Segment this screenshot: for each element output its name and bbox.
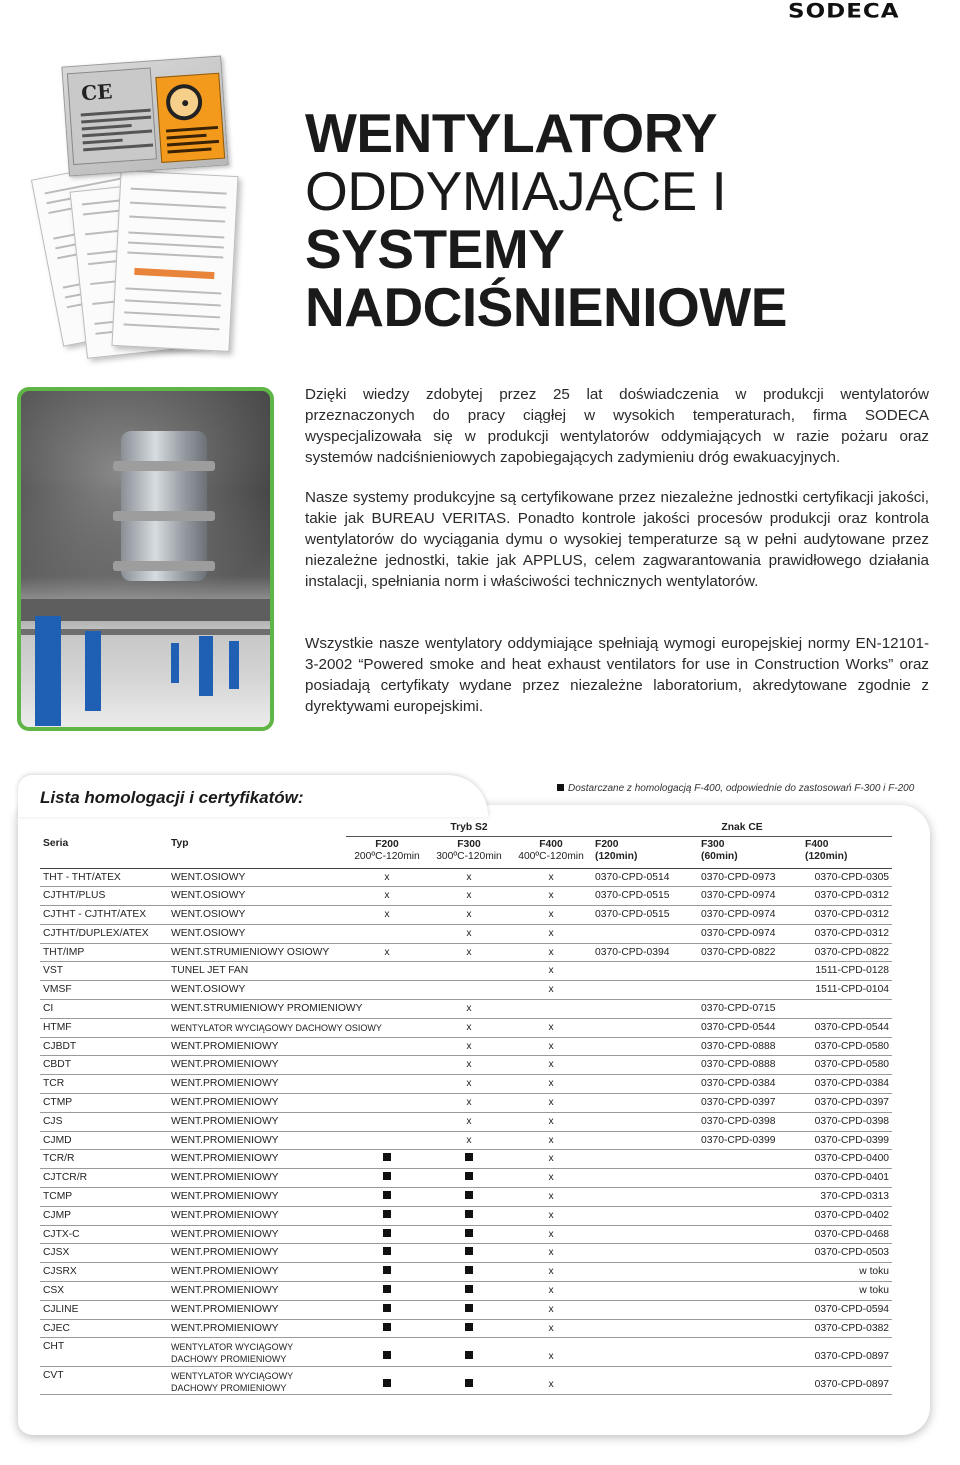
cell-seria: CJLINE [40,1300,168,1319]
header-typ: Typ [168,836,346,868]
cell-typ: WENT.PROMIENIOWY [168,1188,346,1207]
cell-typ: WENT.STRUMIENIOWY PROMIENIOWY [168,1000,346,1019]
cell-f400 [510,1000,592,1019]
cell-f200 [346,1282,428,1301]
homologation-square-icon [383,1153,391,1161]
homologation-square-icon [465,1210,473,1218]
cell-f200: x [346,906,428,925]
table-row [40,1056,892,1075]
cell-f400: x [510,1037,592,1056]
cell-ce-f200 [592,1131,698,1150]
cell-f200 [346,1094,428,1113]
cell-ce-f300 [698,1338,802,1367]
cell-f300: x [428,887,510,906]
certificate-document [111,170,238,352]
cell-f300: x [428,1094,510,1113]
cell-typ: WENT.PROMIENIOWY [168,1056,346,1075]
cell-ce-f200 [592,1056,698,1075]
list-title: Lista homologacji i certyfikatów: [40,788,304,807]
cell-ce-f300: 0370-CPD-0544 [698,1018,802,1037]
cell-seria: CJTHT - CJTHT/ATEX [40,906,168,925]
smoke-fan-duct [121,431,207,581]
table-row [40,1282,892,1301]
table-body [40,868,892,1395]
cell-f300: x [428,1056,510,1075]
cell-ce-f200 [592,1282,698,1301]
cell-ce-f400: 0370-CPD-0401 [802,1169,892,1188]
cell-typ: WENTYLATOR WYCIĄGOWY DACHOWY PROMIENIOWY [168,1366,346,1395]
cell-ce-f200 [592,1037,698,1056]
cell-ce-f300 [698,1150,802,1169]
cell-f300 [428,1366,510,1395]
cell-ce-f400: 0370-CPD-0312 [802,887,892,906]
cell-seria: CJMP [40,1206,168,1225]
homologation-square-icon [465,1285,473,1293]
cell-ce-f300 [698,1206,802,1225]
group-header-tryb: Tryb S2 [346,822,592,836]
homologation-square-icon [465,1191,473,1199]
homologation-square-icon [465,1379,473,1387]
intro-paragraph: Dzięki wiedzy zdobytej przez 25 lat doświadczenia w produkcji wentylatorów przeznaczonych do pracy ciągłej w wysokich temperaturach, firma SODECA wyspecjalizowała się w produkcji wentylatorów oddymiających w razie pożaru oraz systemów nadciśnieniowych zapobiegających zadymieniu dróg ewakuacyjnych. [305,386,929,466]
cell-ce-f400: 370-CPD-0313 [802,1188,892,1207]
homologation-square-icon [383,1229,391,1237]
cell-seria: CJTCR/R [40,1169,168,1188]
cell-ce-f200 [592,1000,698,1019]
cell-typ: WENT.PROMIENIOWY [168,1282,346,1301]
cell-ce-f200 [592,1319,698,1338]
cell-f300: x [428,1037,510,1056]
homologation-square-icon [465,1266,473,1274]
cell-ce-f300: 0370-CPD-0888 [698,1056,802,1075]
table-row [40,1206,892,1225]
cell-seria: THT/IMP [40,943,168,962]
cell-ce-f300: 0370-CPD-0397 [698,1094,802,1113]
cell-ce-f200 [592,1263,698,1282]
cell-f200 [346,1300,428,1319]
cell-f200 [346,1037,428,1056]
cell-f400: x [510,1075,592,1094]
cell-f300 [428,1338,510,1367]
legend: Dostarczane z homologacją F-400, odpowiednie do zastosowań F-300 i F-200 [557,783,914,794]
cell-f400: x [510,1131,592,1150]
cell-seria: VST [40,962,168,981]
cell-f300: x [428,1075,510,1094]
cell-seria: TCR [40,1075,168,1094]
cell-f400: x [510,1338,592,1367]
cell-f200 [346,1150,428,1169]
cell-ce-f200 [592,1075,698,1094]
cell-f400: x [510,962,592,981]
cell-ce-f400: 0370-CPD-0897 [802,1366,892,1395]
cell-ce-f200 [592,1188,698,1207]
cell-ce-f400: 0370-CPD-0305 [802,868,892,887]
cell-ce-f300 [698,1188,802,1207]
table-row [40,1169,892,1188]
cell-f200 [346,1112,428,1131]
cell-f200 [346,1338,428,1367]
cell-seria: TCR/R [40,1150,168,1169]
cell-typ: WENT.STRUMIENIOWY OSIOWY [168,943,346,962]
cell-f300 [428,1150,510,1169]
header-ce-f400: F400 (120min) [802,836,892,868]
cell-f400: x [510,1319,592,1338]
table-row [40,1150,892,1169]
cell-ce-f400: 1511-CPD-0128 [802,962,892,981]
cell-f400: x [510,1300,592,1319]
cell-ce-f200 [592,1169,698,1188]
cell-f400: x [510,1150,592,1169]
homologation-square-icon [383,1172,391,1180]
cell-ce-f300 [698,1169,802,1188]
cell-ce-f300 [698,1300,802,1319]
fire-homologation-label [155,73,225,163]
cell-f400: x [510,943,592,962]
ce-rating-plate: CE [61,56,228,177]
cell-seria: CTMP [40,1094,168,1113]
table-row [40,1075,892,1094]
cell-f300: x [428,906,510,925]
cell-ce-f300: 0370-CPD-0399 [698,1131,802,1150]
homologation-square-icon [465,1153,473,1161]
cell-f200: x [346,943,428,962]
cell-ce-f200: 0370-CPD-0515 [592,906,698,925]
cell-ce-f300 [698,1225,802,1244]
cell-f400: x [510,1169,592,1188]
cell-f400: x [510,1056,592,1075]
page-title [305,104,925,336]
homologation-square-icon [383,1210,391,1218]
header-seria: Seria [40,836,168,868]
cell-f300 [428,1319,510,1338]
cell-f400: x [510,1244,592,1263]
cell-f400: x [510,981,592,1000]
homologation-square-icon [383,1247,391,1255]
table-row [40,1037,892,1056]
cell-typ: WENT.PROMIENIOWY [168,1169,346,1188]
cell-ce-f400: 0370-CPD-0580 [802,1037,892,1056]
cell-f200 [346,1225,428,1244]
group-header-znak: Znak CE [592,822,892,836]
cell-typ: WENT.PROMIENIOWY [168,1112,346,1131]
cell-f200 [346,981,428,1000]
table-row [40,1131,892,1150]
cell-ce-f400: 0370-CPD-0398 [802,1112,892,1131]
header-ce-f200: F200 (120min) [592,836,698,868]
cell-ce-f300: 0370-CPD-0974 [698,924,802,943]
cell-ce-f200 [592,981,698,1000]
table-row [40,1112,892,1131]
cell-f400: x [510,1018,592,1037]
cell-f200 [346,1056,428,1075]
cell-typ: WENTYLATOR WYCIĄGOWY DACHOWY PROMIENIOWY [168,1338,346,1367]
cell-f400: x [510,1112,592,1131]
cell-seria: TCMP [40,1188,168,1207]
cell-seria: CJTHT/DUPLEX/ATEX [40,924,168,943]
cell-f300 [428,1206,510,1225]
title-line-3: SYSTEMY [305,218,565,280]
cell-f300 [428,1263,510,1282]
cell-ce-f300: 0370-CPD-0715 [698,1000,802,1019]
table-row [40,1225,892,1244]
cell-seria: CVT [40,1366,168,1395]
cell-ce-f200 [592,1244,698,1263]
sodeca-logo: SODECA [788,0,900,23]
cell-typ: WENT.PROMIENIOWY [168,1150,346,1169]
title-line-4: NADCIŚNIENIOWE [305,276,787,338]
cell-f400: x [510,1094,592,1113]
cell-typ: WENT.PROMIENIOWY [168,1263,346,1282]
cell-f300 [428,1169,510,1188]
cell-typ: WENT.OSIOWY [168,887,346,906]
cell-ce-f200: 0370-CPD-0514 [592,868,698,887]
homologation-square-icon [383,1323,391,1331]
table-row [40,962,892,981]
cell-f300: x [428,868,510,887]
cell-ce-f300: 0370-CPD-0974 [698,906,802,925]
cell-seria: CJTX-C [40,1225,168,1244]
cell-ce-f200 [592,1225,698,1244]
cell-ce-f300 [698,962,802,981]
table-row [40,1188,892,1207]
cell-seria: CJBDT [40,1037,168,1056]
cell-ce-f400: 0370-CPD-0312 [802,924,892,943]
cell-f400: x [510,1206,592,1225]
cell-ce-f300 [698,1366,802,1395]
cell-ce-f400: 0370-CPD-0544 [802,1018,892,1037]
cell-seria: CI [40,1000,168,1019]
homologation-square-icon [383,1191,391,1199]
table-row [40,1300,892,1319]
cell-ce-f300 [698,1263,802,1282]
cell-ce-f300 [698,1244,802,1263]
cell-ce-f400: 1511-CPD-0104 [802,981,892,1000]
cell-ce-f400: 0370-CPD-0384 [802,1075,892,1094]
cell-f300 [428,1282,510,1301]
title-line-1: WENTYLATORY [305,102,718,164]
cell-seria: CBDT [40,1056,168,1075]
cell-f200 [346,1188,428,1207]
cell-f200 [346,1169,428,1188]
cell-typ: WENT.PROMIENIOWY [168,1244,346,1263]
table-row [40,1244,892,1263]
cell-ce-f200 [592,1366,698,1395]
cell-f300: x [428,943,510,962]
cell-ce-f200 [592,1206,698,1225]
homologation-square-icon [383,1304,391,1312]
cell-ce-f400: 0370-CPD-0468 [802,1225,892,1244]
cell-ce-f300: 0370-CPD-0822 [698,943,802,962]
cell-f300: x [428,1000,510,1019]
cell-seria: THT - THT/ATEX [40,868,168,887]
cell-f200 [346,1131,428,1150]
cell-ce-f300 [698,1282,802,1301]
fan-icon [165,83,203,121]
cell-f400: x [510,868,592,887]
cell-typ: WENT.OSIOWY [168,906,346,925]
cell-f200 [346,1366,428,1395]
cell-seria: CJMD [40,1131,168,1150]
table-row [40,943,892,962]
cell-ce-f300: 0370-CPD-0888 [698,1037,802,1056]
cell-ce-f300: 0370-CPD-0384 [698,1075,802,1094]
cell-ce-f200: 0370-CPD-0394 [592,943,698,962]
cell-ce-f400: 0370-CPD-0822 [802,943,892,962]
homologation-square-icon [383,1266,391,1274]
homologation-square-icon [465,1172,473,1180]
header-f200: F200 200ºC-120min [346,836,428,868]
cell-typ: WENT.PROMIENIOWY [168,1131,346,1150]
cell-seria: CJS [40,1112,168,1131]
table-row [40,981,892,1000]
cell-f300: x [428,924,510,943]
cell-f400: x [510,906,592,925]
cell-typ: WENT.PROMIENIOWY [168,1075,346,1094]
cell-seria: CSX [40,1282,168,1301]
cell-ce-f400: 0370-CPD-0580 [802,1056,892,1075]
cell-f300 [428,1244,510,1263]
cell-seria: HTMF [40,1018,168,1037]
homologation-square-icon [465,1351,473,1359]
cell-typ: TUNEL JET FAN [168,962,346,981]
certificates-image [38,55,238,360]
cell-ce-f200: 0370-CPD-0515 [592,887,698,906]
cell-f300 [428,981,510,1000]
cell-f200 [346,1075,428,1094]
table-row [40,906,892,925]
cell-f400: x [510,1225,592,1244]
cell-f400: x [510,1263,592,1282]
cell-f300: x [428,1112,510,1131]
cell-ce-f300: 0370-CPD-0398 [698,1112,802,1131]
cell-ce-f200 [592,1112,698,1131]
cell-ce-f200 [592,1018,698,1037]
homologation-square-icon [465,1323,473,1331]
table-row [40,1000,892,1019]
cell-f300 [428,962,510,981]
cell-f300: x [428,1018,510,1037]
cell-seria: VMSF [40,981,168,1000]
cell-f400: x [510,1282,592,1301]
cell-typ: WENT.PROMIENIOWY [168,1094,346,1113]
cell-f400: x [510,1366,592,1395]
homologation-square-icon [383,1379,391,1387]
cell-ce-f400: 0370-CPD-0594 [802,1300,892,1319]
table-row [40,1338,892,1367]
table-row [40,1018,892,1037]
table-row [40,868,892,887]
certification-paragraph: Nasze systemy produkcyjne są certyfikowane przez niezależne jednostki certyfikacji jakości, takie jak BUREAU VERITAS. Ponadto kontrole jakości procesów produkcji oraz kontrola wentylatorów do wyciągania dymu o wysokiej temperaturze są w pełni audytowane przez niezależne jednostki, takie jak APPLUS, celem zagwarantowania prawidłowego działania instalacji, spełniania norm i właściwości technicznych wentylatorów. [305,489,929,590]
cell-typ: WENT.OSIOWY [168,981,346,1000]
legend-square-icon [557,784,564,791]
cell-f200 [346,1206,428,1225]
cell-f200 [346,962,428,981]
cell-ce-f400: 0370-CPD-0312 [802,906,892,925]
cell-ce-f200 [592,924,698,943]
homologation-square-icon [383,1351,391,1359]
cell-ce-f300 [698,981,802,1000]
smoke-extraction-photo [17,387,274,731]
homologation-square-icon [465,1304,473,1312]
cell-f300: x [428,1131,510,1150]
cell-f200 [346,1319,428,1338]
cell-ce-f400: 0370-CPD-0503 [802,1244,892,1263]
cell-seria: CHT [40,1338,168,1367]
cell-ce-f400: w toku [802,1282,892,1301]
header-f400: F400 400ºC-120min [510,836,592,868]
table-row [40,1263,892,1282]
homologation-square-icon [383,1285,391,1293]
cell-f200 [346,1244,428,1263]
cell-ce-f200 [592,1150,698,1169]
homologation-square-icon [465,1247,473,1255]
cell-typ: WENT.OSIOWY [168,924,346,943]
cell-ce-f200 [592,962,698,981]
cell-ce-f200 [592,1338,698,1367]
cell-ce-f400: 0370-CPD-0382 [802,1319,892,1338]
cell-seria: CJTHT/PLUS [40,887,168,906]
cell-typ: WENT.PROMIENIOWY [168,1206,346,1225]
cell-typ: WENT.PROMIENIOWY [168,1037,346,1056]
homologation-square-icon [465,1229,473,1237]
cell-f300 [428,1188,510,1207]
cell-typ: WENT.OSIOWY [168,868,346,887]
cell-ce-f400: 0370-CPD-0399 [802,1131,892,1150]
cell-f400: x [510,887,592,906]
cell-typ: WENT.PROMIENIOWY [168,1225,346,1244]
cell-seria: CJEC [40,1319,168,1338]
cell-ce-f400: 0370-CPD-0397 [802,1094,892,1113]
header-ce-f300: F300 (60min) [698,836,802,868]
cell-seria: CJSRX [40,1263,168,1282]
cell-f200 [346,1263,428,1282]
cell-ce-f300: 0370-CPD-0973 [698,868,802,887]
cell-typ: WENT.PROMIENIOWY [168,1300,346,1319]
title-line-2: ODDYMIAJĄCE I [305,160,727,222]
cell-ce-f200 [592,1300,698,1319]
cell-f300 [428,1225,510,1244]
cell-ce-f300: 0370-CPD-0974 [698,887,802,906]
header-f300: F300 300ºC-120min [428,836,510,868]
table-row [40,1366,892,1395]
table-row [40,1094,892,1113]
cell-ce-f400: 0370-CPD-0402 [802,1206,892,1225]
standards-paragraph: Wszystkie nasze wentylatory oddymiające spełniają wymogi europejskiej normy EN-12101-3-2002 “Powered smoke and heat exhaust ventilators for use in Construction Works” oraz posiadają certyfikaty wydane przez niezależne laboratorium, akredytowane zgodnie z dyrektywami europejskimi. [305,635,929,715]
table-row [40,1319,892,1338]
table-row [40,924,892,943]
cell-ce-f400: 0370-CPD-0400 [802,1150,892,1169]
cell-f200: x [346,868,428,887]
cell-ce-f200 [592,1094,698,1113]
cell-ce-f300 [698,1319,802,1338]
cell-f400: x [510,1188,592,1207]
homologation-table [40,822,892,1395]
cell-f400: x [510,924,592,943]
cell-typ: WENTYLATOR WYCIĄGOWY DACHOWY OSIOWY [168,1018,346,1037]
cell-f200 [346,924,428,943]
cell-seria: CJSX [40,1244,168,1263]
cell-f300 [428,1300,510,1319]
table-row [40,887,892,906]
cell-ce-f400 [802,1000,892,1019]
cell-f200: x [346,887,428,906]
cell-typ: WENT.PROMIENIOWY [168,1319,346,1338]
cell-ce-f400: w toku [802,1263,892,1282]
cell-ce-f400: 0370-CPD-0897 [802,1338,892,1367]
